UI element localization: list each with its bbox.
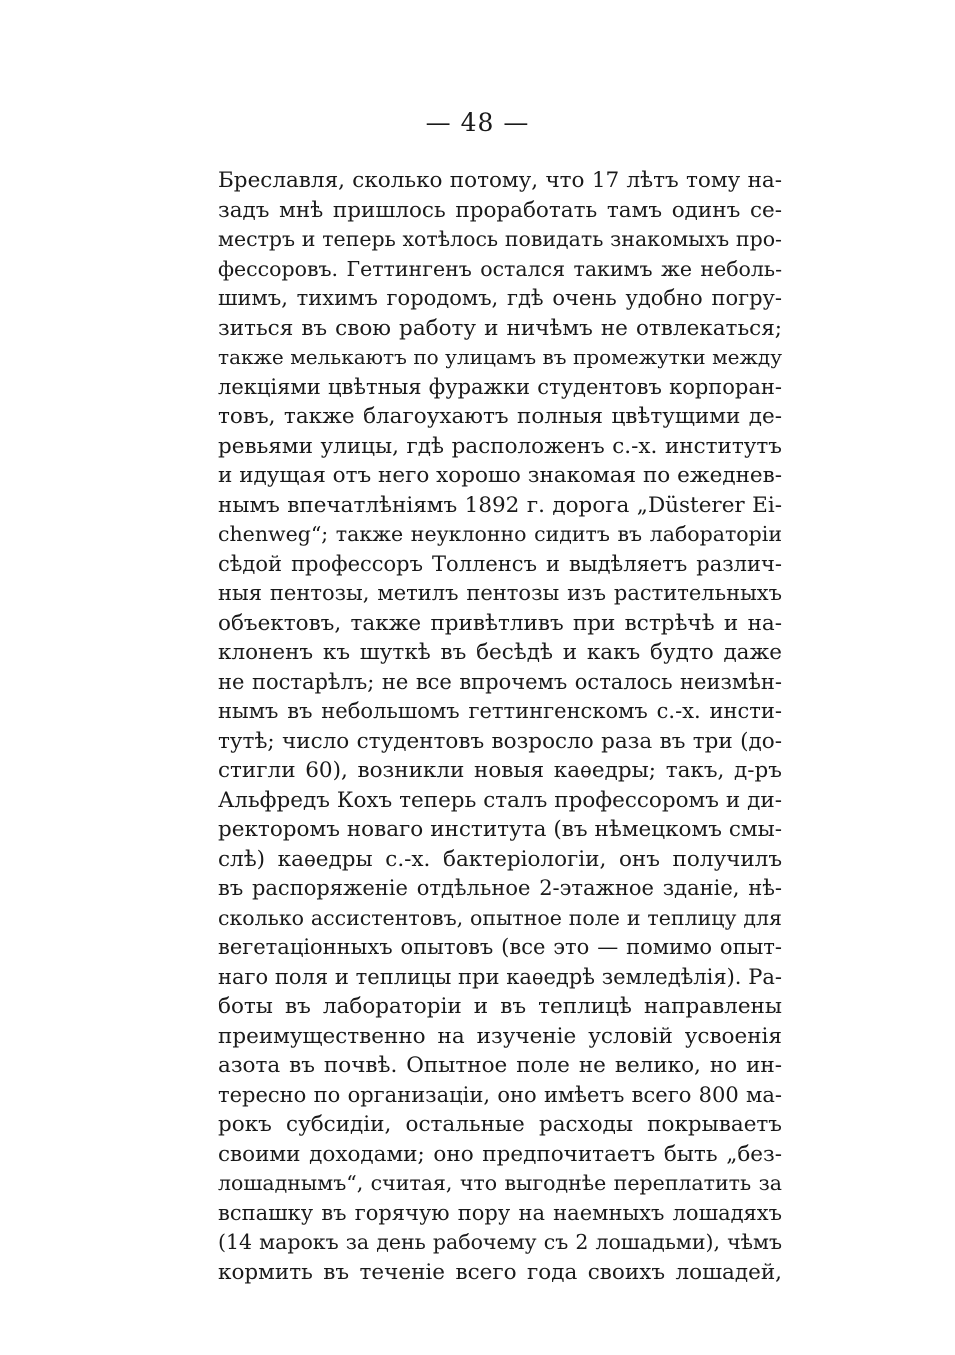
text-line: задъ мнѣ пришлось проработать тамъ одинъ се-: [218, 197, 782, 223]
text-line: объектовъ, также привѣтливъ при встрѣчѣ и на-: [218, 610, 782, 636]
text-line: ныя пентозы, метилъ пентозы изъ растительныхъ: [218, 581, 782, 605]
text-line: тутѣ; число студентовъ возросло раза въ три (до-: [218, 728, 782, 754]
text-line: и идущая отъ него хорошо знакомая по ежеднев-: [218, 463, 782, 488]
text-line: лошаднымъ“, считая, что выгоднѣе переплатить за: [218, 1171, 782, 1195]
text-line: боты въ лабораторіи и въ теплицѣ направлены: [218, 994, 782, 1019]
text-line: своими доходами; оно предпочитаетъ быть „без-: [218, 1141, 782, 1167]
text-line: местръ и теперь хотѣлось повидать знакомыхъ про-: [218, 227, 782, 251]
text-line: стигли 60), возникли новыя каѳедры; такъ, д-ръ: [218, 758, 782, 783]
text-line: клоненъ къ шуткѣ въ бесѣдѣ и какъ будто даже: [218, 640, 782, 665]
text-line: сколько ассистентовъ, опытное поле и теплицу для: [218, 905, 782, 930]
text-line: ректоромъ новаго института (въ нѣмецкомъ смы-: [218, 817, 782, 842]
page-number: — 48 —: [425, 108, 530, 137]
text-line: нымъ впечатлѣніямъ 1892 г. дорога „Düsterer Ei-: [218, 492, 782, 518]
text-line: рокъ субсидіи, остальные расходы покрываетъ: [218, 1112, 782, 1137]
text-line: наго поля и теплицы при каѳедрѣ земледѣлія). Ра-: [218, 964, 782, 989]
text-line: азота въ почвѣ. Опытное поле не велико, но ин-: [218, 1053, 782, 1078]
text-line: Альфредъ Кохъ теперь сталъ профессоромъ и ди-: [218, 787, 782, 813]
text-line: въ распоряженіе отдѣльное 2-этажное зданіе, нѣ-: [218, 876, 782, 900]
text-line: шимъ, тихимъ городомъ, гдѣ очень удобно погру-: [218, 286, 782, 310]
text-line: преимущественно на изученіе условій усвоенія: [218, 1023, 782, 1049]
text-line: фессоровъ. Геттингенъ остался такимъ же неболь-: [218, 256, 782, 281]
text-line: chenweg“; также неуклонно сидитъ въ лабораторіи: [218, 522, 782, 546]
text-line: кормить въ теченіе всего года своихъ лошадей,: [218, 1259, 782, 1285]
text-line: Бреславля, сколько потому, что 17 лѣтъ тому на-: [218, 168, 782, 193]
text-line: сѣдой профессоръ Толленсъ и выдѣляетъ различ-: [218, 551, 782, 576]
text-line: товъ, также благоухаютъ полныя цвѣтущими де-: [218, 404, 782, 429]
text-line: зиться въ свою работу и ничѣмъ не отвлекаться;: [218, 315, 782, 341]
text-line: нымъ въ небольшомъ геттингенскомъ с.-х. инсти-: [218, 699, 782, 723]
text-line: лекціями цвѣтныя фуражки студентовъ корпоран-: [218, 374, 782, 399]
text-line: слѣ) каѳедры с.-х. бактеріологіи, онъ получилъ: [218, 846, 782, 872]
text-line: ревьями улицы, гдѣ расположенъ с.-х. институтъ: [218, 433, 782, 459]
text-line: тересно по организаціи, оно имѣетъ всего 800 ма-: [218, 1082, 782, 1107]
text-line: вегетаціонныхъ опытовъ (все это — помимо опыт-: [218, 935, 782, 959]
text-line: (14 марокъ за день рабочему съ 2 лошадьми), чѣмъ: [218, 1230, 782, 1254]
text-line: также мелькаютъ по улицамъ въ промежутки между: [218, 345, 782, 369]
text-line: вспашку въ горячую пору на наемныхъ лошадяхъ: [218, 1200, 782, 1225]
text-line: не постарѣлъ; не все впрочемъ осталось неизмѣн-: [218, 669, 782, 694]
body-text: [218, 166, 782, 1287]
